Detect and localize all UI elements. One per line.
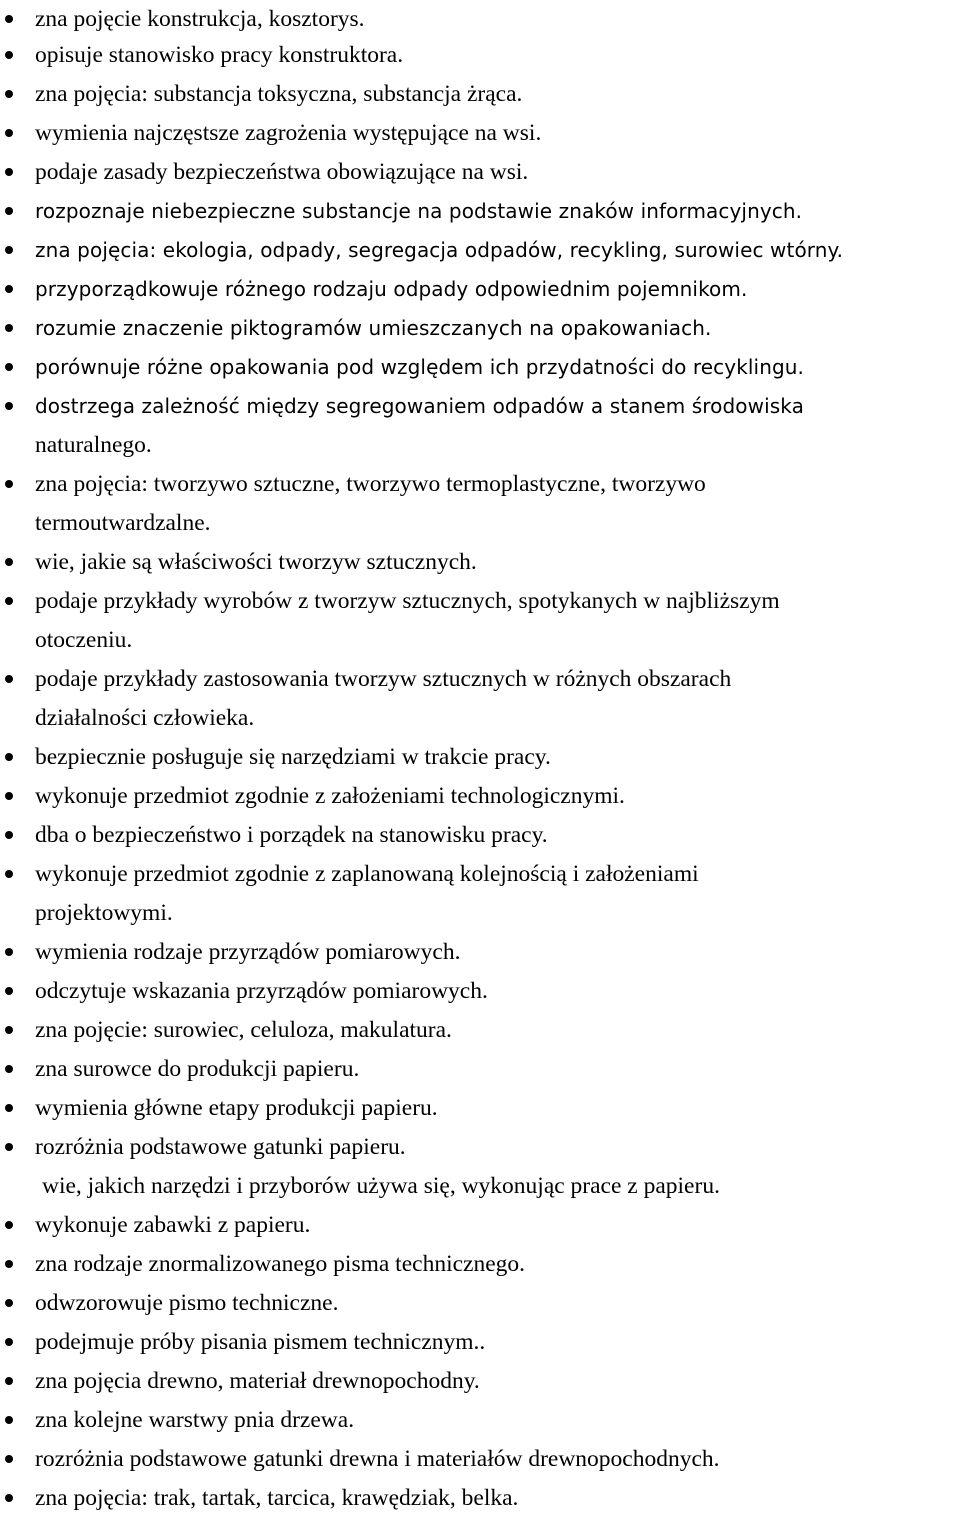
list-item xyxy=(0,1167,960,1206)
list-item-text: rozróżnia podstawowe gatunki drewna i materiałów drewnopochodnych. xyxy=(35,1446,720,1472)
list-item-text-continuation: termoutwardzalne. xyxy=(35,510,211,536)
bullet-icon xyxy=(5,207,13,215)
list-item xyxy=(0,465,960,543)
list-item xyxy=(0,1245,960,1284)
list-item xyxy=(0,0,960,39)
list-item xyxy=(0,933,960,972)
list-item xyxy=(0,1089,960,1128)
list-item-text: wie, jakie są właściwości tworzyw sztucznych. xyxy=(35,549,477,575)
list-item-text: rozpoznaje niebezpieczne substancje na podstawie znaków informacyjnych. xyxy=(35,199,803,223)
list-item xyxy=(0,1401,960,1440)
bullet-icon xyxy=(5,168,13,176)
bullet-icon xyxy=(5,1143,13,1151)
bullet-icon xyxy=(5,1455,13,1463)
list-item xyxy=(0,75,960,114)
list-item-text: podejmuje próby pisania pismem technicznym.. xyxy=(35,1329,486,1355)
bullet-icon xyxy=(5,831,13,839)
list-item-text: zna pojęcia: tworzywo sztuczne, tworzywo termoplastyczne, tworzywo xyxy=(35,471,706,497)
list-item xyxy=(0,387,960,465)
list-item xyxy=(0,1440,960,1479)
bullet-icon xyxy=(5,90,13,98)
list-item xyxy=(0,660,960,738)
bullet-icon xyxy=(5,129,13,137)
list-item-text: porównuje różne opakowania pod względem ich przydatności do recyklingu. xyxy=(35,355,805,379)
list-item xyxy=(0,972,960,1011)
list-item-text: rozróżnia podstawowe gatunki papieru. xyxy=(35,1134,406,1160)
bullet-icon xyxy=(5,870,13,878)
list-item-text: zna pojęcia: trak, tartak, tarcica, krawędziak, belka. xyxy=(35,1485,519,1511)
list-item-text-continuation: otoczeniu. xyxy=(35,627,133,653)
list-item xyxy=(0,855,960,933)
list-item xyxy=(0,777,960,816)
list-item-text: wykonuje przedmiot zgodnie z zaplanowaną kolejnością i założeniami xyxy=(35,861,699,887)
bullet-icon xyxy=(5,1416,13,1424)
list-item xyxy=(0,1206,960,1245)
list-item-text-continuation: naturalnego. xyxy=(35,432,152,458)
list-item xyxy=(0,1011,960,1050)
list-item-text: wykonuje zabawki z papieru. xyxy=(35,1212,311,1238)
list-item xyxy=(0,114,960,153)
bullet-icon xyxy=(5,1299,13,1307)
list-item-text: podaje przykłady wyrobów z tworzyw sztucznych, spotykanych w najbliższym xyxy=(35,588,780,614)
list-item xyxy=(0,192,960,231)
list-item-text: odczytuje wskazania przyrządów pomiarowych. xyxy=(35,978,488,1004)
bullet-icon xyxy=(5,402,13,410)
list-item xyxy=(0,1479,960,1518)
list-item xyxy=(0,1128,960,1167)
list-item-text: bezpiecznie posługuje się narzędziami w trakcie pracy. xyxy=(35,744,551,770)
list-item xyxy=(0,816,960,855)
list-item-text: wie, jakich narzędzi i przyborów używa się, wykonując prace z papieru. xyxy=(42,1173,720,1199)
list-item-text: zna kolejne warstwy pnia drzewa. xyxy=(35,1407,355,1433)
bullet-icon xyxy=(5,1221,13,1229)
list-item xyxy=(0,738,960,777)
bullet-icon xyxy=(5,1377,13,1385)
list-item xyxy=(0,1362,960,1401)
bullet-icon xyxy=(5,51,13,59)
bullet-icon xyxy=(5,1026,13,1034)
list-item xyxy=(0,1284,960,1323)
bullet-icon xyxy=(5,597,13,605)
bullet-icon xyxy=(5,363,13,371)
list-item-text: zna rodzaje znormalizowanego pisma technicznego. xyxy=(35,1251,526,1277)
bullet-icon xyxy=(5,948,13,956)
list-item-text: zna pojęcia drewno, materiał drewnopochodny. xyxy=(35,1368,480,1394)
list-item xyxy=(0,153,960,192)
bullet-icon xyxy=(5,1338,13,1346)
list-item-text-continuation: projektowymi. xyxy=(35,900,173,926)
bullet-icon xyxy=(5,285,13,293)
list-item-text: zna pojęcie: surowiec, celuloza, makulatura. xyxy=(35,1017,452,1043)
list-item-text: przyporządkowuje różnego rodzaju odpady odpowiednim pojemnikom. xyxy=(35,277,748,301)
bullet-icon xyxy=(5,480,13,488)
list-item xyxy=(0,309,960,348)
bullet-icon xyxy=(5,792,13,800)
list-item-text: dostrzega zależność między segregowaniem odpadów a stanem środowiska xyxy=(35,394,804,418)
list-item xyxy=(0,36,960,75)
list-item-text: odwzorowuje pismo techniczne. xyxy=(35,1290,339,1316)
list-item xyxy=(0,231,960,270)
bullet-icon xyxy=(5,675,13,683)
bullet-icon xyxy=(5,15,13,23)
list-item xyxy=(0,348,960,387)
list-item-text: zna surowce do produkcji papieru. xyxy=(35,1056,360,1082)
bullet-icon xyxy=(5,987,13,995)
list-item-text: dba o bezpieczeństwo i porządek na stanowisku pracy. xyxy=(35,822,548,848)
bullet-icon xyxy=(5,1494,13,1502)
list-item xyxy=(0,582,960,660)
bullet-icon xyxy=(5,1065,13,1073)
list-item xyxy=(0,270,960,309)
list-item-text: zna pojęcie konstrukcja, kosztorys. xyxy=(35,6,365,32)
list-item xyxy=(0,1050,960,1089)
list-item-text: wymienia najczęstsze zagrożenia występujące na wsi. xyxy=(35,120,542,146)
list-item-text: zna pojęcia: substancja toksyczna, substancja żrąca. xyxy=(35,81,523,107)
bullet-icon xyxy=(5,753,13,761)
bullet-icon xyxy=(5,246,13,254)
bullet-icon xyxy=(5,324,13,332)
list-item-text: zna pojęcia: ekologia, odpady, segregacja odpadów, recykling, surowiec wtórny. xyxy=(35,238,844,262)
list-item-text: podaje zasady bezpieczeństwa obowiązujące na wsi. xyxy=(35,159,529,185)
bullet-icon xyxy=(5,1260,13,1268)
list-item-text: podaje przykłady zastosowania tworzyw sztucznych w różnych obszarach xyxy=(35,666,732,692)
list-item xyxy=(0,543,960,582)
bullet-icon xyxy=(5,1104,13,1112)
list-item-text: rozumie znaczenie piktogramów umieszczanych na opakowaniach. xyxy=(35,316,712,340)
list-item-text: opisuje stanowisko pracy konstruktora. xyxy=(35,42,404,68)
bullet-icon xyxy=(5,558,13,566)
list-item-text-continuation: działalności człowieka. xyxy=(35,705,255,731)
list-item-text: wymienia rodzaje przyrządów pomiarowych. xyxy=(35,939,461,965)
list-item xyxy=(0,1323,960,1362)
list-item-text: wykonuje przedmiot zgodnie z założeniami technologicznymi. xyxy=(35,783,625,809)
list-item-text: wymienia główne etapy produkcji papieru. xyxy=(35,1095,438,1121)
